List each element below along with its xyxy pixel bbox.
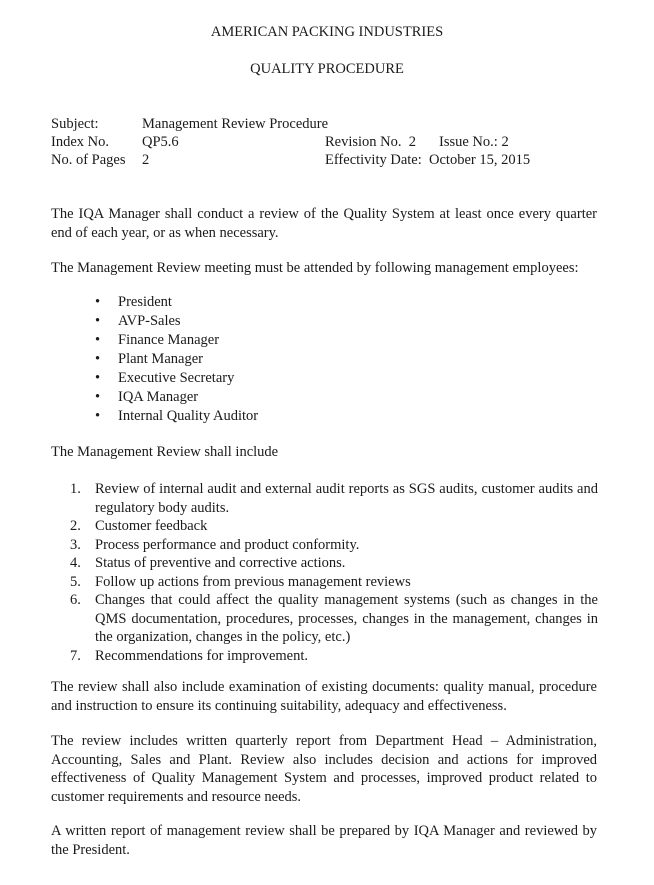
bullet-icon: • [95, 294, 101, 310]
document-type-title: QUALITY PROCEDURE [250, 61, 404, 77]
pages-value: 2 [142, 152, 150, 168]
effectivity-label: Effectivity Date: [325, 152, 422, 168]
paragraph-review-frequency: The IQA Manager shall conduct a review of the Quality System at least once every quarter end of each year, or as when necessary. [51, 206, 597, 241]
revision-field [325, 133, 416, 152]
item-number: 2. [70, 518, 81, 534]
item-number: 1. [70, 481, 81, 497]
meta-row-index [51, 133, 611, 152]
attendee-name: Executive Secretary [118, 370, 235, 386]
attendee-name: AVP-Sales [118, 313, 181, 329]
list-item [70, 591, 598, 647]
item-text: Customer feedback [95, 518, 208, 534]
meta-row-subject [51, 115, 611, 134]
list-item [95, 388, 258, 407]
item-number: 5. [70, 573, 81, 590]
issue-label: Issue No.: [439, 134, 498, 150]
effectivity-value: October 15, 2015 [429, 152, 531, 168]
list-item [70, 573, 598, 592]
item-number: 3. [70, 536, 81, 553]
list-item [70, 647, 598, 666]
list-item [70, 517, 598, 536]
meta-row-pages [51, 151, 611, 170]
item-text: Follow up actions from previous management reviews [95, 573, 411, 590]
list-item [95, 312, 258, 331]
item-text: Process performance and product conformity. [95, 536, 360, 553]
attendee-name: President [118, 294, 172, 310]
review-items-list [70, 480, 598, 665]
pages-label: No. of Pages [51, 152, 126, 168]
bullet-icon: • [95, 313, 101, 329]
paragraph-review-includes: The Management Review shall include [51, 444, 279, 460]
item-number: 6. [70, 592, 81, 608]
revision-value: 2 [408, 134, 417, 150]
list-item [70, 480, 598, 517]
attendee-name: Finance Manager [118, 332, 220, 348]
company-name: AMERICAN PACKING INDUSTRIES [210, 24, 444, 40]
list-item [70, 536, 598, 555]
bullet-icon: • [95, 389, 101, 405]
item-text: Changes that could affect the quality management systems (such as changes in the QMS documentation, procedures, processes, changes in the management, changes in the organization, changes in the policy, etc.) [95, 592, 598, 645]
attendees-list [95, 293, 258, 426]
revision-label: Revision No. [325, 134, 402, 150]
issue-value: 2 [501, 134, 509, 150]
list-item [70, 554, 598, 573]
index-label: Index No. [51, 134, 109, 150]
list-item [95, 369, 258, 388]
paragraph-quarterly-report: The review includes written quarterly report from Department Head – Administration, Accounting, Sales and Plant. Review also includes decision and actions for improved effectiveness of Quality Management System and processes, improved product related to customer requirements and resource needs. [51, 733, 597, 805]
paragraph-attendees-intro: The Management Review meeting must be attended by following management employees: [51, 260, 579, 276]
attendee-name: Internal Quality Auditor [118, 408, 259, 424]
item-number: 4. [70, 555, 81, 571]
list-item [95, 350, 258, 369]
bullet-icon: • [95, 332, 101, 348]
item-text: Review of internal audit and external audit reports as SGS audits, customer audits and regulatory body audits. [95, 481, 598, 516]
issue-field [439, 133, 509, 152]
list-item [95, 407, 258, 426]
attendee-name: IQA Manager [118, 389, 199, 405]
item-number: 7. [70, 647, 81, 664]
effectivity-field [325, 151, 530, 170]
bullet-icon: • [95, 408, 101, 424]
attendee-name: Plant Manager [118, 351, 203, 367]
paragraph-document-examination: The review shall also include examination of existing documents: quality manual, procedure and instruction to ensure its continuing suitability, adequacy and effectiveness. [51, 679, 597, 714]
list-item [95, 331, 258, 350]
paragraph-written-report: A written report of management review shall be prepared by IQA Manager and reviewed by the President. [51, 823, 597, 858]
subject-label: Subject: [51, 116, 99, 132]
bullet-icon: • [95, 370, 101, 386]
item-text: Status of preventive and corrective actions. [95, 555, 346, 571]
list-item [95, 293, 258, 312]
subject-value: Management Review Procedure [142, 116, 329, 132]
bullet-icon: • [95, 351, 101, 367]
index-value: QP5.6 [142, 134, 179, 150]
item-text: Recommendations for improvement. [95, 647, 309, 664]
